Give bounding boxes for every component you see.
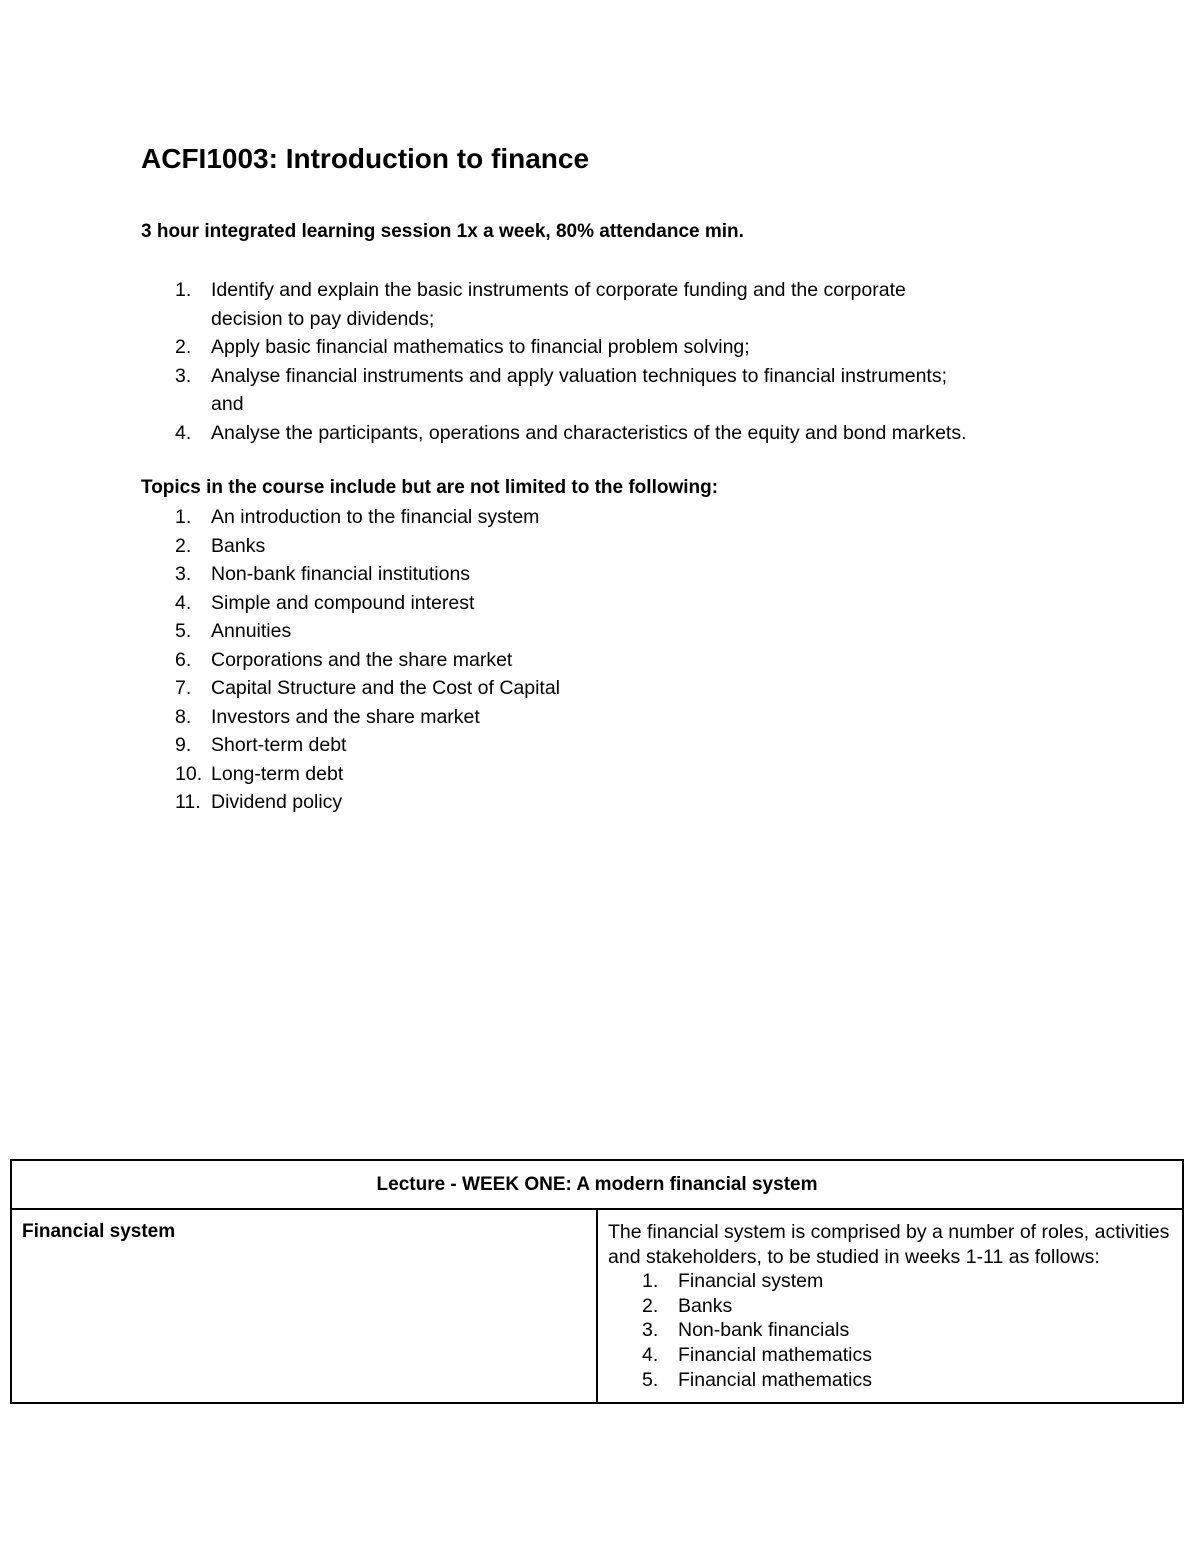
list-item-text: Non-bank financials [678, 1319, 850, 1342]
list-item-number: 5. [175, 620, 192, 642]
list-item-text: Investors and the share market [211, 705, 480, 728]
list-item [141, 646, 1071, 675]
list-item-number: 11. [175, 791, 201, 813]
list-item-number: 3. [175, 563, 192, 585]
list-item-number: 4. [175, 591, 192, 614]
lecture-header: Lecture - WEEK ONE: A modern financial system [11, 1160, 1183, 1209]
list-item-number: 2. [175, 534, 192, 557]
list-item-text: An introduction to the financial system [211, 506, 540, 528]
list-item-text: Annuities [211, 620, 292, 642]
list-item [608, 1368, 1172, 1393]
list-item-text: Banks [678, 1294, 733, 1317]
list-item-number: 6. [175, 648, 192, 671]
list-item-text: Financial mathematics [678, 1368, 872, 1391]
list-item-text: Long-term debt [211, 762, 344, 785]
weeks-list [608, 1269, 1172, 1392]
topics-heading: Topics in the course include but are not limited to the following: [141, 477, 719, 498]
list-item-text: Financial system [678, 1270, 824, 1293]
list-item-number: 4. [642, 1343, 659, 1366]
session-info: 3 hour integrated learning session 1x a week, 80% attendance min. [141, 221, 744, 242]
list-item [608, 1343, 1172, 1368]
list-item [141, 362, 1071, 419]
list-item [141, 703, 1071, 732]
objectives-list [141, 276, 1071, 448]
list-item-number: 5. [642, 1368, 659, 1391]
list-item-text: Banks [211, 534, 266, 557]
list-item [608, 1294, 1172, 1319]
list-item [608, 1269, 1172, 1294]
list-item-text: Capital Structure and the Cost of Capital [211, 677, 561, 699]
list-item-number: 4. [175, 421, 192, 444]
list-item [141, 617, 1071, 646]
list-item-number: 10. [175, 762, 203, 785]
list-item [141, 560, 1071, 589]
table-header-row [11, 1160, 1183, 1209]
list-item-line: decision to pay dividends; [211, 307, 435, 330]
list-item [141, 503, 1071, 532]
list-item [608, 1318, 1172, 1343]
list-item-number: 9. [175, 734, 192, 756]
list-item-text: Analyse the participants, operations and characteristics of the equity and bond markets. [211, 421, 967, 444]
list-item-text: Apply basic financial mathematics to financial problem solving; [211, 336, 750, 359]
table-row [11, 1209, 1183, 1403]
list-item [141, 674, 1071, 703]
list-item-text [211, 362, 1071, 419]
list-item [141, 276, 1071, 333]
list-item-number: 3. [175, 364, 192, 387]
list-item [141, 419, 1071, 448]
list-item-number: 7. [175, 677, 192, 699]
list-item-number: 1. [175, 506, 192, 528]
list-item-text [211, 276, 1071, 333]
list-item-number: 1. [642, 1270, 659, 1293]
row-content [597, 1209, 1183, 1403]
list-item-text: Dividend policy [211, 791, 343, 813]
list-item [141, 760, 1071, 789]
list-item-text: Short-term debt [211, 734, 347, 756]
list-item-number: 3. [642, 1319, 659, 1342]
row-intro: The financial system is comprised by a number of roles, activities and stakeholders, to be studied in weeks 1-11 as follows: [608, 1221, 1170, 1268]
row-label: Financial system [11, 1209, 597, 1403]
list-item-number: 2. [175, 336, 192, 359]
list-item [141, 788, 1071, 817]
list-item-text: Corporations and the share market [211, 648, 513, 671]
page-title: ACFI1003: Introduction to finance [141, 143, 590, 174]
list-item [141, 333, 1071, 362]
list-item [141, 589, 1071, 618]
list-item-text: Simple and compound interest [211, 591, 475, 614]
topics-list [141, 503, 1071, 817]
list-item-text: Financial mathematics [678, 1343, 872, 1366]
list-item-number: 2. [642, 1294, 659, 1317]
list-item [141, 731, 1071, 760]
list-item [141, 532, 1071, 561]
list-item-text: Non-bank financial institutions [211, 563, 471, 585]
lecture-table [10, 1159, 1184, 1404]
list-item-line: and [211, 393, 244, 416]
list-item-line: Analyse financial instruments and apply valuation techniques to financial instruments; [211, 364, 948, 387]
list-item-number: 1. [175, 279, 192, 301]
list-item-number: 8. [175, 705, 192, 728]
list-item-line: Identify and explain the basic instruments of corporate funding and the corporate [211, 279, 906, 301]
